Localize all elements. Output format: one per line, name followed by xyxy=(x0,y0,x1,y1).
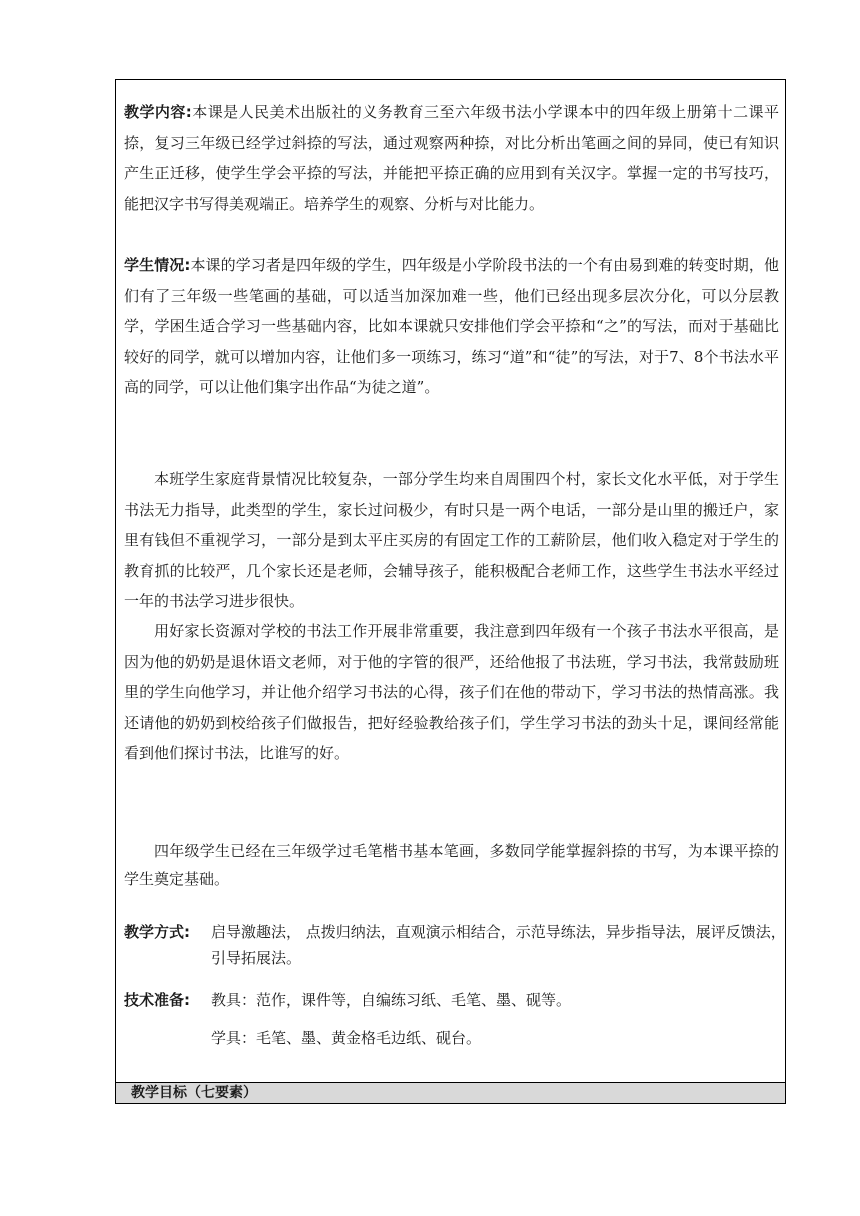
tech-line-2: 学具：毛笔、墨、黄金格毛边纸、砚台。 xyxy=(211,1029,482,1047)
content-text: 本课是人民美术出版社的义务教育三至六年级书法小学课本中的四年级上册第十二课平捺，复习三年级已经学过斜捺的写法，通过观察两种捺，对比分析出笔画之间的异同，使已有知识产生正迁移，使学生学会平捺的写法，并能把平捺正确的应用到有关汉字。掌握一定的书写技巧，能把汉字书写得美观端正。培养学生的观察、分析与对比能力。 xyxy=(124,103,779,213)
parent-resource-paragraph: 用好家长资源对学校的书法工作开展非常重要，我注意到四年级有一个孩子书法水平很高，是因为他的奶奶是退休语文老师，对于他的字管的很严，还给他报了书法班，学习书法，我常鼓励班里的学生向他学习，并让他介绍学习书法的心得，孩子们在他的带动下，学习书法的热情高涨。我还请他的奶奶到校给孩子们做报告，把好经验教给孩子们，学生学习书法的劲头十足，课间经常能看到他们探讨书法，比谁写的好。 xyxy=(124,622,779,762)
family-background-paragraph: 本班学生家庭背景情况比较复杂，一部分学生均来自周围四个村，家长文化水平低，对于学生书法无力指导，此类型的学生，家长过问极少，有时只是一两个电话，一部分是山里的搬迁户，家里有钱但不重视学习，一部分是到太平庄买房的有固定工作的工薪阶层，他们收入稳定对于学生的教育抓的比较严，几个家长还是老师，会辅导孩子，能积极配合老师工作，这些学生书法水平经过一年的书法学习进步很快。 xyxy=(124,470,779,610)
students-paragraph xyxy=(124,250,779,403)
tech-line-1: 教具：范作，课件等，自编练习纸、毛笔、墨、砚等。 xyxy=(211,991,572,1009)
main-cell xyxy=(116,80,785,1083)
foundation-paragraph: 四年级学生已经在三年级学过毛笔楷书基本笔画，多数同学能掌握斜捺的书写，为本课平捺的学生奠定基础。 xyxy=(124,842,779,888)
methods-text: 启导激趣法， 点拨归纳法，直观演示相结合，示范导练法，异步指导法，展评反馈法，引导拓展法。 xyxy=(211,923,786,967)
tech-label: 技术准备: xyxy=(124,991,190,1009)
objectives-header: 教学目标（七要素） xyxy=(116,1083,785,1103)
content-label: 教学内容: xyxy=(124,103,192,121)
lesson-plan-table xyxy=(115,79,786,1104)
methods-label: 教学方式: xyxy=(124,923,190,941)
students-label: 学生情况: xyxy=(124,256,191,274)
students-text: 本课的学习者是四年级的学生，四年级是小学阶段书法的一个有由易到难的转变时期，他们有了三年级一些笔画的基础，可以适当加深加难一些，他们已经出现多层次分化，可以分层教学，学困生适合学习一些基础内容，比如本课就只安排他们学会平捺和“之”的写法，而对于基础比较好的同学，就可以增加内容，让他们多一项练习，练习“道”和“徒”的写法，对于7、8个书法水平高的同学，可以让他们集字出作品“为徒之道”。 xyxy=(124,256,779,396)
content-paragraph xyxy=(124,97,779,219)
